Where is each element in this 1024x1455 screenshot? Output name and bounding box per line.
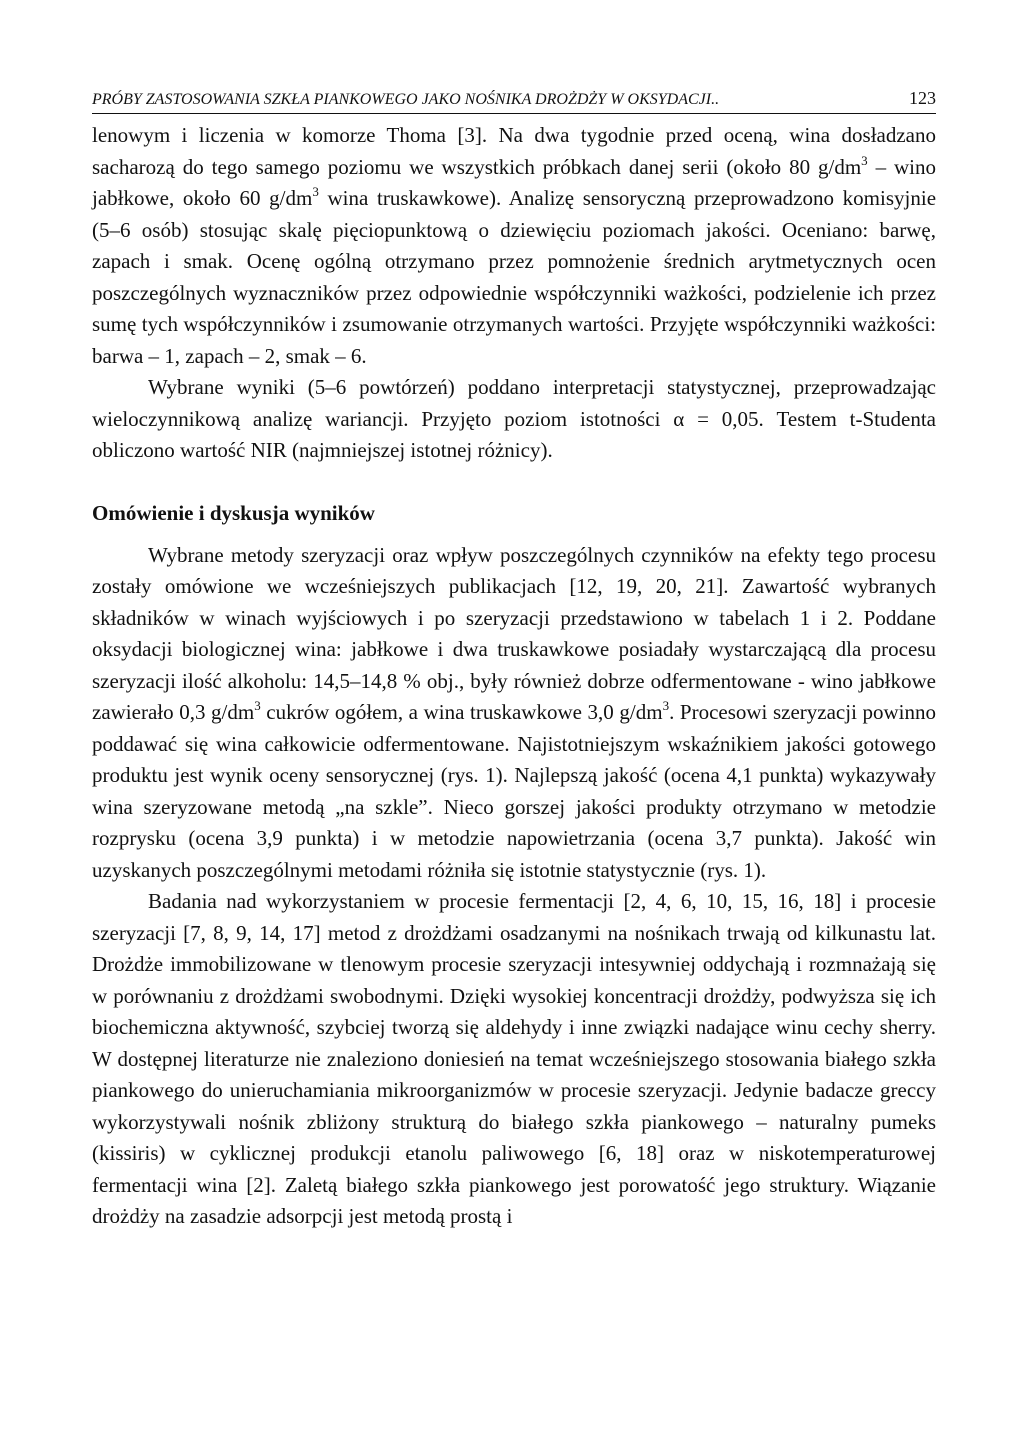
running-header — [92, 88, 936, 114]
page — [92, 88, 936, 1233]
methods-paragraph-continued: lenowym i liczenia w komorze Thoma [3]. Na dwa tygodnie przed oceną, wina dosładzano sacharozą do tego samego poziomu we wszystkich próbkach danej serii (około 80 $g/dm^3$ – wino jabłkowe, około 60 $g/dm^3$ wina truskawkowe). Analizę sensoryczną przeprowadzono komisyjnie (5–6 osób) stosując skalę pięciopunktową o dziewięciu poziomach jakości. Oceniano: barwę, zapach i smak. Ocenę ogólną otrzymano przez pomnożenie średnich arytmetycznych ocen poszczególnych wyznaczników przez odpowiednie współczynniki ważkości, podzielenie ich przez sumę tych współczynników i zsumowanie otrzymanych wartości. Przyjęte współczynniki ważkości: barwa – 1, zapach – 2, smak – 6. — [92, 123, 937, 368]
discussion-paragraph-1: Wybrane metody szeryzacji oraz wpływ poszczególnych czynników na efekty tego procesu zostały omówione we wcześniejszych publikacjach [12, 19, 20, 21]. Zawartość wybranych składników w winach wyjściowych i po szeryzacji przedstawiono w tabelach 1 i 2. Poddane oksydacji biologicznej wina: jabłkowe i dwa truskawkowe posiadały wystarczającą dla procesu szeryzacji ilość alkoholu: 14,5–14,8 % obj., były również dobrze odfermentowane - wino jabłkowe zawierało 0,3 $g/dm^3$ cukrów ogółem, a wina truskawkowe 3,0 $g/dm^3$. Procesowi szeryzacji powinno poddawać się wina całkowicie odfermentowane. Najistotniejszym wskaźnikiem jakości gotowego produktu jest wynik oceny sensorycznej (rys. 1). Najlepszą jakość (ocena 4,1 punkta) wykazywały wina szeryzowane metodą „na szkle”. Nieco gorszej jakości produkty otrzymano w metodzie rozprysku (ocena 3,9 punkta) i w metodzie napowietrzania (ocena 3,7 punkta). Jakość win uzyskanych poszczególnymi metodami różniła się istotnie statystycznie (rys. 1). — [92, 542, 936, 882]
page-number: 123 — [909, 88, 936, 108]
running-title: PRÓBY ZASTOSOWANIA SZKŁA PIANKOWEGO JAKO NOŚNIKA DROŻDŻY W OKSYDACJI.. — [92, 91, 720, 108]
discussion-paragraph-2: Badania nad wykorzystaniem w procesie fermentacji [2, 4, 6, 10, 15, 16, 18] i procesie szeryzacji [7, 8, 9, 14, 17] metod z drożdżami osadzanymi na nośnikach trwają od kilkunastu lat. Drożdże immobilizowane w tlenowym procesie szeryzacji intesywniej oddychają i rozmnażają się w porównaniu z drożdżami swobodnymi. Dzięki wysokiej koncentracji drożdży, podwyższa się ich biochemiczna aktywność, szybciej tworzą się aldehydy i inne związki nadające winu cechy sherry. W dostępnej literaturze nie znaleziono doniesień na temat wcześniejszego stosowania białego szkła piankowego do unieruchamiania mikroorganizmów w procesie szeryzacji. Jedynie badacze greccy wykorzystywali nośnik zbliżony strukturą do białego szkła piankowego – naturalny pumeks (kissiris) w cyklicznej produkcji etanolu paliwowego [6, 18] oraz w niskotemperaturowej fermentacji wina [2]. Zaletą białego szkła piankowego jest porowatość jego struktury. Wiązanie drożdży na zasadzie adsorpcji jest metodą prostą i — [92, 889, 936, 1228]
statistics-paragraph: Wybrane wyniki (5–6 powtórzeń) poddano interpretacji statystycznej, przeprowadzając wieloczynnikową analizę wariancji. Przyjęto poziom istotności α = 0,05. Testem t-Studenta obliczono wartość NIR (najmniejszej istotnej różnicy). — [92, 375, 936, 462]
section-heading: Omówienie i dyskusja wyników — [92, 500, 375, 525]
